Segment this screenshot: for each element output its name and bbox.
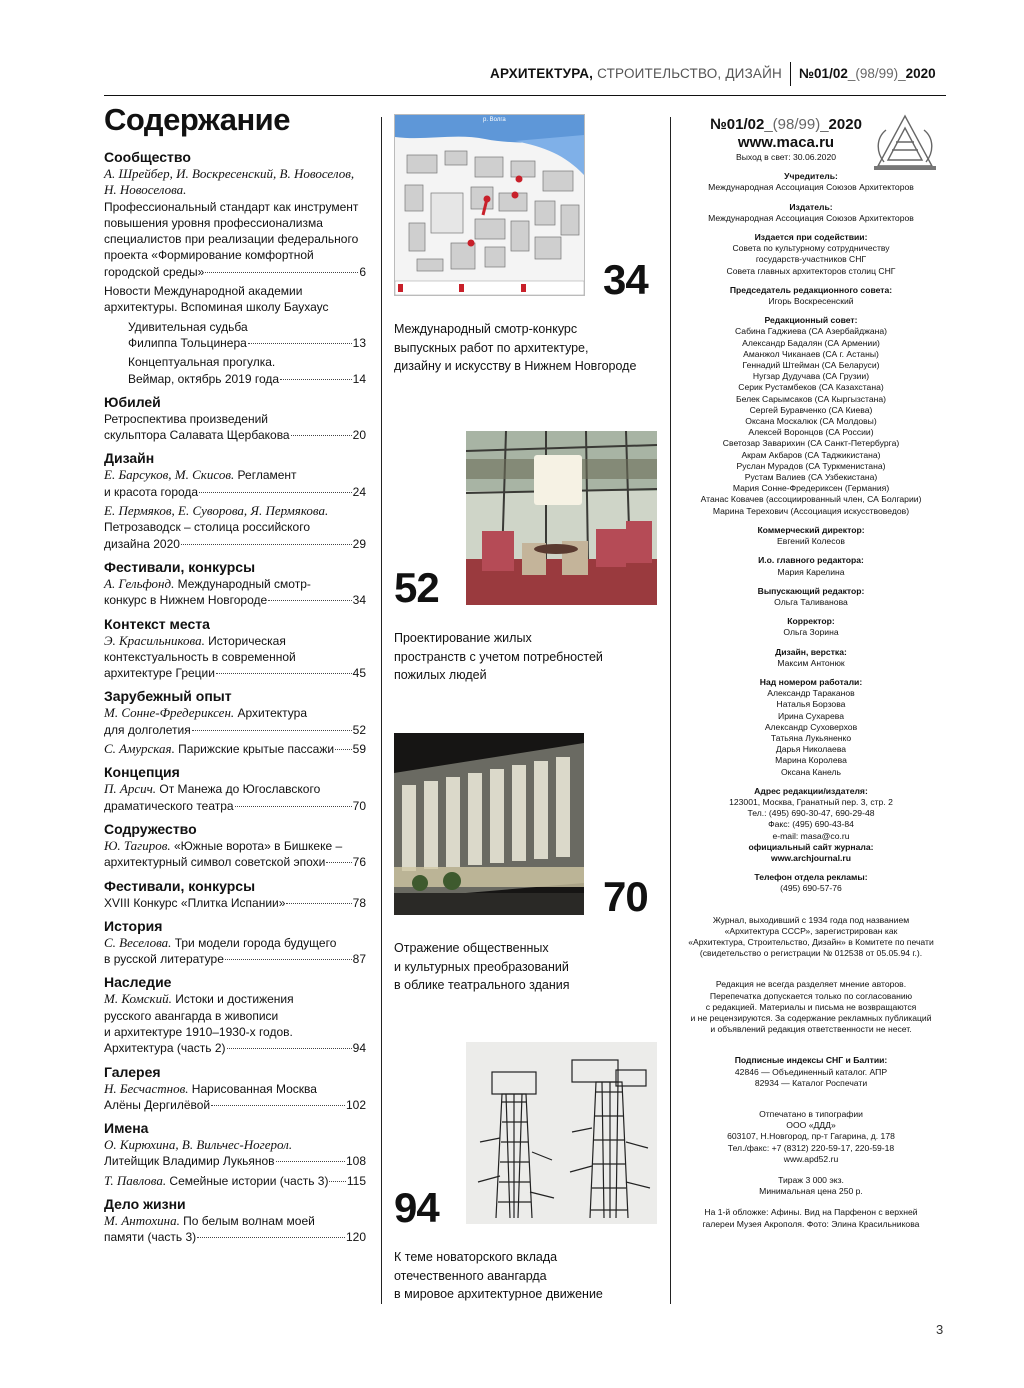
imprint-line: галереи Музея Акрополя. Фото: Элина Красильникова [702, 1218, 920, 1229]
imprint-block [676, 1207, 946, 1229]
toc-section-title: Зарубежный опыт [104, 688, 232, 705]
imprint-line: Совета по культурному сотрудничеству [732, 243, 890, 254]
header-issue-number: №01/02_(98/99)_2020 [799, 66, 936, 81]
leader-dots [205, 272, 358, 273]
imprint-block-title: Адрес редакции/издателя: [754, 785, 868, 796]
imprint-line: Рустам Валиев (СА Узбекистана) [744, 472, 878, 483]
imprint-block-title: Подписные индексы СНГ и Балтии: [734, 1055, 888, 1066]
toc-section-title: Наследие [104, 974, 172, 991]
feature-page-number: 34 [603, 256, 648, 303]
article-title: Историческая [204, 633, 286, 648]
article-title: архитектуре Греции [104, 666, 215, 681]
column-divider-right [670, 117, 671, 1304]
imprint-website: www.maca.ru [737, 134, 835, 151]
imprint-block [676, 677, 946, 778]
imprint-line: Совета главных архитекторов столиц СНГ [726, 265, 896, 276]
imprint-block [676, 202, 946, 224]
imprint-block [676, 842, 946, 864]
toc-page-number: 108 [345, 1154, 366, 1169]
interior-photo [466, 431, 657, 605]
toc-entry[interactable] [104, 838, 366, 871]
article-title: Регламент [234, 468, 297, 483]
article-title: драматического театра [104, 798, 234, 813]
imprint-line: Факс: (495) 690-43-84 [768, 819, 854, 830]
toc-entry[interactable] [104, 411, 366, 444]
imprint-block [676, 647, 946, 669]
feature-page-number: 52 [394, 564, 439, 611]
feature-page-number: 70 [603, 873, 648, 920]
imprint-line: Руслан Мурадов (СА Туркменистана) [736, 460, 886, 471]
article-author: М. Комский. [104, 991, 172, 1007]
imprint-block [676, 872, 946, 894]
toc-entry[interactable] [104, 935, 366, 968]
toc-entry[interactable] [104, 705, 366, 738]
article-author: П. Арсич. [104, 781, 157, 797]
article-title: городской среды» [104, 264, 205, 279]
imprint-block [676, 1055, 946, 1089]
feature-photo-theatre [394, 733, 584, 915]
imprint-block-title: официальный сайт журнала: [748, 841, 874, 852]
imprint-block [676, 555, 946, 577]
map-river-label: р. Волга [483, 117, 506, 123]
imprint-line: Александр Суховерхов [764, 721, 858, 732]
toc-entry[interactable] [104, 1213, 366, 1246]
imprint-block [676, 315, 946, 517]
toc-section-title: Сообщество [104, 149, 191, 165]
leader-dots [225, 959, 352, 960]
imprint-line: и не рецензируются. За содержание рекламных публикаций [690, 1013, 932, 1023]
imprint-line: Татьяна Лукьяненко [770, 732, 852, 743]
imprint-block [676, 586, 946, 608]
imprint-line: Александр Тараканов [767, 688, 855, 699]
toc-section-title: Галерея [104, 1063, 161, 1080]
toc-section-title: Фестивали, конкурсы [104, 877, 256, 894]
imprint-line: Акрам Акбаров (СА Таджикистана) [741, 449, 881, 460]
article-author: Е. Барсуков, М. Скисов. [104, 467, 235, 483]
imprint-line: Сергей Буравченко (СА Киева) [749, 404, 873, 415]
toc-section [104, 878, 366, 911]
article-author: А. Шрейбер, И. Воскресенский, В. Новоселов, Н. Новоселова. [104, 166, 355, 198]
toc-entry[interactable] [104, 991, 366, 1056]
imprint-line: Тел.: (495) 690-30-47, 690-29-48 [747, 808, 875, 819]
imprint-line: Дарья Николаева [775, 744, 847, 755]
imprint-block [676, 171, 946, 193]
toc-page-number: 87 [352, 952, 366, 967]
toc-section [104, 764, 366, 814]
toc-heading: Содержание [104, 102, 290, 137]
article-author: А. Гельфонд. [104, 575, 175, 591]
toc-section [104, 821, 366, 871]
article-title: Удивительная судьба [128, 319, 248, 334]
leader-dots [335, 749, 352, 750]
imprint-line: Ирина Сухарева [778, 710, 844, 721]
article-author: Н. Бесчастнов. [104, 1080, 189, 1096]
toc-entry[interactable] [104, 781, 366, 814]
imprint-block-title: И.о. главного редактора: [758, 555, 864, 566]
article-title: Петрозаводск – столица российского [104, 520, 310, 535]
toc-page-number: 24 [352, 484, 366, 499]
article-title: Алёны Дергилёвой [104, 1097, 211, 1112]
article-author: С. Веселова. [104, 934, 172, 950]
toc-section [104, 1120, 366, 1189]
imprint-line: с редакцией. Материалы и письма не возвращаются [705, 1001, 917, 1012]
toc-section [104, 1196, 366, 1246]
article-author: Е. Пермяков, Е. Суворова, Я. Пермякова. [104, 503, 329, 519]
article-title: Веймар, октябрь 2019 года [128, 371, 280, 386]
article-title: Архитектура [234, 706, 307, 721]
toc-entry[interactable] [104, 503, 366, 552]
toc-section [104, 688, 366, 757]
toc-page-number: 94 [352, 1041, 366, 1056]
article-title: контекстуальность в современной [104, 649, 296, 664]
toc-section-title: Дизайн [104, 450, 155, 467]
article-title: конкурс в Нижнем Новгороде [104, 593, 268, 608]
toc-section [104, 616, 366, 682]
toc-section [104, 450, 366, 551]
feature-caption: К теме новаторского вклада отечественного авангарда в мировое архитектурное движение [394, 1250, 603, 1301]
article-title: дизайна 2020 [104, 536, 180, 551]
toc-page-number: 115 [346, 1173, 366, 1188]
article-author: С. Амурская. [104, 741, 175, 757]
toc-entry[interactable] [104, 741, 366, 757]
leader-dots [192, 730, 352, 731]
imprint-line: (свидетельство о регистрации № 012538 от 05.05.94 г.). [699, 948, 923, 959]
imprint-line: Серик Рустамбеков (СА Казахстана) [738, 382, 884, 393]
toc-entry[interactable] [104, 166, 366, 280]
leader-dots [199, 492, 352, 493]
toc-page-number: 52 [352, 722, 366, 737]
imprint-column [676, 116, 946, 1230]
table-of-contents [104, 103, 366, 1249]
imprint-line: Светозар Заварихин (СА Санкт-Петербурга) [722, 438, 900, 449]
article-title: Новости Международной академии архитектуры. Вспоминая школу Баухаус [104, 284, 329, 315]
article-title: Филиппа Тольцинера [128, 335, 247, 350]
toc-entry[interactable] [104, 576, 366, 609]
imprint-block-title: Дизайн, верстка: [775, 646, 847, 657]
toc-entry[interactable] [104, 633, 366, 682]
city-plan-map [395, 115, 584, 295]
leader-dots [211, 1105, 345, 1106]
toc-page-number: 20 [352, 428, 366, 443]
imprint-line: Мария Карелина [777, 566, 845, 577]
imprint-line: www.apd52.ru [783, 1153, 839, 1164]
imprint-line: Ольга Таливанова [774, 596, 848, 607]
imprint-line: Тел./факс: +7 (8312) 220-59-17, 220-59-18 [727, 1142, 895, 1153]
toc-section [104, 149, 366, 387]
article-title: Три модели города будущего [171, 935, 337, 950]
imprint-line: Оксана Канель [780, 766, 842, 777]
imprint-line: Журнал, выходивший с 1934 года под названием [712, 914, 910, 925]
toc-section-title: Концепция [104, 764, 180, 781]
imprint-block-title: Коммерческий директор: [757, 524, 865, 535]
imprint-block [676, 1109, 946, 1165]
toc-page-number: 13 [352, 335, 366, 350]
imprint-line: Марина Терехович (Ассоциация искусствоведов) [712, 505, 910, 516]
imprint-line: Международная Ассоциация Союзов Архитекторов [708, 212, 914, 223]
imprint-line: Геннадий Штейман (СА Беларуси) [742, 360, 880, 371]
toc-page-number: 78 [352, 895, 366, 910]
toc-section [104, 559, 366, 609]
toc-page-number: 120 [345, 1230, 366, 1245]
toc-section-title: История [104, 917, 163, 934]
page-number: 3 [936, 1322, 944, 1337]
toc-entry[interactable] [104, 354, 366, 387]
theatre-night-photo [394, 733, 584, 915]
toc-section-title: Имена [104, 1120, 149, 1137]
imprint-line: Нугзар Дудучава (СА Грузии) [752, 371, 870, 382]
header-rule [104, 95, 946, 96]
article-title: Ретроспектива произведений [104, 411, 269, 426]
magazine-title: АРХИТЕКТУРА, СТРОИТЕЛЬСТВО, ДИЗАЙН [490, 66, 782, 81]
toc-entry[interactable] [104, 1173, 366, 1189]
article-title: Профессиональный стандарт как инструмент повышения уровня профессионализма специалистов при реализации федерального проекта «Формирование комфортной [104, 199, 359, 263]
toc-section [104, 918, 366, 968]
article-title: русского авангарда в живописи [104, 1008, 279, 1023]
imprint-line: 123001, Москва, Гранатный пер. 3, стр. 2 [729, 796, 893, 807]
imprint-line: и объявлений редакция ответственности не несет. [710, 1024, 912, 1035]
article-title: Литейщик Владимир Лукьянов [104, 1154, 275, 1169]
article-title: и архитектуре 1910–1930-х годов. [104, 1024, 293, 1039]
article-title: По белым волнам моей [179, 1214, 315, 1229]
toc-section [104, 1064, 366, 1114]
leader-dots [227, 1048, 352, 1049]
imprint-line: Марина Королева [775, 755, 847, 766]
article-title: и красота города [104, 484, 199, 499]
imprint-line[interactable]: www.archjournal.ru [771, 852, 851, 863]
article-title: для долголетия [104, 722, 191, 737]
imprint-block-title: Корректор: [787, 616, 835, 627]
toc-section [104, 394, 366, 444]
toc-entry[interactable] [104, 467, 366, 500]
imprint-block-title: Редакционный совет: [764, 315, 858, 326]
article-author: Э. Красильникова. [104, 632, 205, 648]
leader-dots [197, 1237, 345, 1238]
leader-dots [280, 379, 352, 380]
imprint-block-title: Учредитель: [784, 171, 838, 182]
imprint-line: Алексей Воронцов (СА России) [748, 427, 874, 438]
toc-page-number: 6 [359, 264, 366, 279]
avant-garde-towers-drawing [466, 1042, 657, 1224]
imprint-line: Александр Бадалян (СА Армении) [742, 337, 880, 348]
toc-page-number: 14 [352, 371, 366, 386]
toc-section-title: Фестивали, конкурсы [104, 558, 256, 575]
imprint-line: Евгений Колесов [777, 536, 845, 547]
association-logo [870, 112, 940, 174]
imprint-line: Международная Ассоциация Союзов Архитекторов [708, 182, 914, 193]
imprint-line: Минимальная цена 250 р. [759, 1186, 863, 1197]
feature-caption: Отражение общественных и культурных преобразований в облике театрального здания [394, 941, 570, 992]
article-title: «Южные ворота» в Бишкеке – [170, 838, 343, 853]
imprint-line: Максим Антонюк [777, 657, 845, 668]
article-title: Парижские крытые пассажи [174, 742, 335, 757]
leader-dots [286, 903, 351, 904]
article-title: в русской литературе [104, 952, 224, 967]
imprint-line: 603107, Н.Новгород, пр-т Гагарина, д. 178 [727, 1131, 895, 1142]
article-title: От Манежа до Югославского [156, 782, 321, 797]
article-author: Т. Павлова. [104, 1172, 167, 1188]
leader-dots [291, 435, 352, 436]
imprint-line: Аманжол Чиканаев (СА г. Астаны) [743, 348, 879, 359]
imprint-line: Белек Сарымсаков (СА Кыргызстана) [735, 393, 887, 404]
imprint-block [676, 979, 946, 1035]
leader-dots [248, 343, 352, 344]
imprint-line: e-mail: masa@co.ru [772, 830, 850, 841]
article-author: М. Сонне-Фредериксен. [104, 705, 235, 721]
feature-caption: Международный смотр-конкурс выпускных работ по архитектуре, дизайну и искусству в Нижнем Новгороде [394, 322, 637, 373]
toc-page-number: 45 [352, 666, 366, 681]
feature-photo-conservatory [466, 431, 657, 605]
imprint-line: 82934 — Каталог Роспечати [754, 1077, 868, 1088]
imprint-line: Игорь Воскресенский [768, 296, 854, 307]
leader-dots [235, 806, 352, 807]
imprint-line: Мария Сонне-Фредериксен (Германия) [732, 483, 890, 494]
imprint-block [676, 525, 946, 547]
toc-entry[interactable] [104, 319, 366, 352]
toc-section-title: Дело жизни [104, 1196, 186, 1213]
imprint-line: «Архитектура СССР», зарегистрирован как [724, 925, 898, 936]
article-title: памяти (часть 3) [104, 1230, 197, 1245]
article-author: М. Антохина. [104, 1213, 180, 1229]
toc-page-number: 59 [352, 742, 366, 757]
article-title: Международный смотр- [174, 576, 311, 591]
imprint-line: Отпечатано в типографии [759, 1109, 863, 1120]
imprint-line: Ольга Зорина [783, 627, 839, 638]
article-title: Нарисованная Москва [188, 1081, 317, 1096]
toc-entry[interactable] [104, 1081, 366, 1114]
toc-section-title: Контекст места [104, 615, 210, 632]
imprint-block-title: Издается при содействии: [754, 232, 868, 243]
imprint-block [676, 786, 946, 842]
toc-page-number: 102 [345, 1097, 366, 1112]
imprint-issue-number: №01/02_(98/99)_2020 [710, 116, 862, 133]
imprint-line: ООО «ДДД» [786, 1120, 836, 1131]
imprint-block [676, 915, 946, 960]
imprint-block [676, 285, 946, 307]
imprint-line: Атанас Ковачев (ассоциированный член, СА Болгарии) [700, 494, 922, 505]
article-title: XVIII Конкурс «Плитка Испании» [104, 895, 286, 910]
imprint-line: Тираж 3 000 экз. [778, 1175, 844, 1186]
header-separator [790, 62, 791, 86]
article-title: Семейные истории (часть 3) [166, 1173, 329, 1188]
toc-page-number: 29 [352, 536, 366, 551]
article-author: Ю. Тагиров. [104, 837, 171, 853]
column-divider-left [381, 117, 382, 1304]
feature-page-number: 94 [394, 1184, 439, 1231]
imprint-line: Редакция не всегда разделяет мнение авторов. [715, 979, 907, 990]
imprint-line: «Архитектура, Строительство, Дизайн» в Комитете по печати [688, 936, 934, 947]
feature-map-nizhny-novgorod [394, 114, 585, 296]
leader-dots [268, 600, 351, 601]
imprint-line: 42846 — Объединенный каталог. АПР [734, 1066, 888, 1077]
toc-page-number: 34 [352, 593, 366, 608]
toc-entry[interactable] [104, 283, 366, 316]
imprint-block-title: Председатель редакционного совета: [729, 284, 893, 295]
leader-dots [326, 862, 351, 863]
imprint-line: Оксана Москалюк (СА Молдовы) [745, 416, 877, 427]
article-title: Истоки и достижения [171, 992, 294, 1007]
imprint-line: (495) 690-57-76 [780, 883, 842, 894]
article-title: Концептуальная прогулка. [128, 355, 276, 370]
toc-page-number: 76 [352, 855, 366, 870]
article-author: О. Кирюхина, В. Вильчес-Ногерол. [104, 1137, 293, 1153]
toc-section-title: Содружество [104, 820, 197, 837]
article-title: архитектурный символ советской эпохи [104, 855, 326, 870]
feature-caption: Проектирование жилых пространств с учетом потребностей пожилых людей [394, 631, 603, 682]
toc-section-title: Юбилей [104, 393, 161, 410]
imprint-release-date: Выход в свет: 30.06.2020 [735, 152, 837, 162]
imprint-line: государств-участников СНГ [755, 254, 867, 265]
imprint-block-title: Выпускающий редактор: [757, 585, 865, 596]
leader-dots [329, 1181, 345, 1182]
article-title: скульптора Салавата Щербакова [104, 428, 290, 443]
toc-entry[interactable] [104, 895, 366, 911]
feature-drawing-avant-garde [466, 1042, 657, 1224]
imprint-block [676, 232, 946, 277]
imprint-block [676, 616, 946, 638]
article-title: Архитектура (часть 2) [104, 1041, 226, 1056]
leader-dots [216, 673, 352, 674]
imprint-block-title: Над номером работали: [759, 676, 863, 687]
imprint-block [676, 1175, 946, 1197]
toc-section [104, 974, 366, 1056]
imprint-line: На 1-й обложке: Афины. Вид на Парфенон с верхней [704, 1207, 918, 1218]
imprint-block-title: Телефон отдела рекламы: [754, 872, 868, 883]
toc-entry[interactable] [104, 1137, 366, 1170]
toc-page-number: 70 [352, 798, 366, 813]
leader-dots [181, 544, 352, 545]
imprint-block-title: Издатель: [789, 201, 833, 212]
imprint-line: Наталья Борзова [776, 699, 846, 710]
imprint-line: Перепечатка допускается только по согласованию [709, 990, 913, 1001]
leader-dots [276, 1161, 345, 1162]
imprint-line: Сабина Гаджиева (СА Азербайджана) [734, 326, 887, 337]
